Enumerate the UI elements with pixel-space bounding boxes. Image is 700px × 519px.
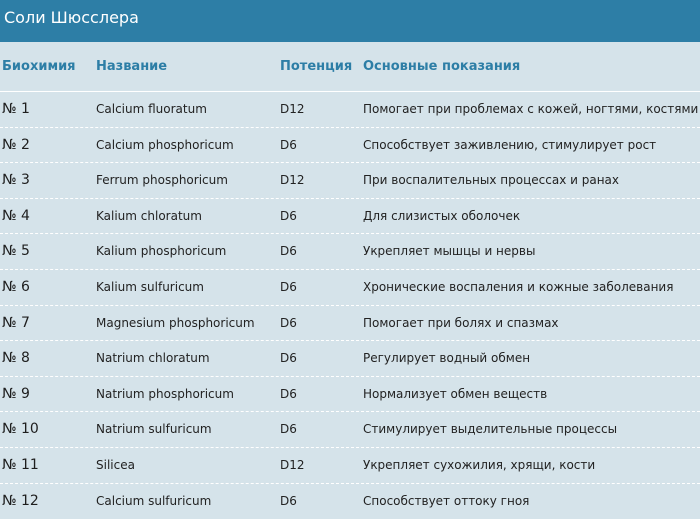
salt-name: Natrium sulfuricum (96, 422, 212, 437)
salt-potency: D6 (280, 315, 297, 330)
salt-name: Natrium chloratum (96, 351, 210, 366)
table-row (0, 306, 700, 342)
schussler-salts-table (0, 42, 700, 519)
salt-indications: Помогает при болях и спазмах (363, 315, 559, 330)
header-potency: Потенция (280, 59, 353, 74)
salt-potency: D12 (280, 173, 305, 188)
salt-name: Silicea (96, 457, 135, 472)
table-row (0, 270, 700, 306)
salt-indications: Помогает при проблемах с кожей, ногтями, костями (363, 102, 699, 116)
salt-indications: При воспалительных процессах и ранах (363, 173, 619, 188)
table-row (0, 377, 700, 413)
salt-name: Calcium sulfuricum (96, 493, 212, 508)
salt-potency: D6 (280, 208, 297, 223)
salt-indications: Способствует заживлению, стимулирует рост (363, 137, 657, 152)
row-number: № 4 (2, 207, 30, 224)
salt-name: Calcium fluoratum (96, 102, 207, 116)
table-title: Соли Шюсслера (0, 0, 700, 42)
salt-indications: Нормализует обмен веществ (363, 386, 548, 401)
row-number: № 9 (2, 385, 30, 402)
salt-indications: Укрепляет сухожилия, хрящи, кости (363, 457, 596, 472)
table-row (0, 484, 700, 519)
salt-potency: D6 (280, 137, 297, 152)
header-biochemistry: Биохимия (2, 59, 76, 74)
salt-potency: D6 (280, 386, 297, 401)
salt-potency: D6 (280, 422, 297, 437)
table-row (0, 128, 700, 164)
row-number: № 10 (2, 421, 39, 438)
header-indications: Основные показания (363, 59, 521, 74)
salt-potency: D6 (280, 493, 297, 508)
salt-name: Ferrum phosphoricum (96, 173, 228, 188)
salt-indications: Способствует оттоку гноя (363, 493, 530, 508)
salt-name: Kalium sulfuricum (96, 279, 204, 294)
row-number: № 2 (2, 136, 30, 153)
salt-indications: Для слизистых оболочек (363, 208, 521, 223)
table-row (0, 341, 700, 377)
table-row (0, 448, 700, 484)
salt-name: Magnesium phosphoricum (96, 315, 255, 330)
row-number: № 1 (2, 101, 30, 117)
table-row (0, 234, 700, 270)
salt-name: Kalium chloratum (96, 208, 202, 223)
table-row (0, 92, 700, 128)
row-number: № 3 (2, 172, 30, 189)
salt-name: Kalium phosphoricum (96, 244, 227, 259)
row-number: № 5 (2, 243, 30, 260)
salt-name: Natrium phosphoricum (96, 386, 234, 401)
salt-indications: Стимулирует выделительные процессы (363, 422, 618, 437)
table-header (0, 42, 700, 92)
row-number: № 7 (2, 314, 30, 331)
row-number: № 6 (2, 278, 30, 295)
row-number: № 11 (2, 456, 39, 473)
row-number: № 8 (2, 350, 30, 367)
salt-indications: Регулирует водный обмен (363, 351, 531, 366)
salt-indications: Укрепляет мышцы и нервы (363, 244, 536, 259)
salt-potency: D6 (280, 279, 297, 294)
header-name: Название (96, 59, 168, 74)
table-row (0, 412, 700, 448)
table-row (0, 199, 700, 235)
salt-potency: D6 (280, 351, 297, 366)
row-number: № 12 (2, 492, 39, 509)
salt-name: Calcium phosphoricum (96, 137, 234, 152)
salt-potency: D12 (280, 457, 305, 472)
salt-potency: D6 (280, 244, 297, 259)
table-row (0, 163, 700, 199)
salt-indications: Хронические воспаления и кожные заболевания (363, 279, 674, 294)
salt-potency: D12 (280, 102, 305, 116)
